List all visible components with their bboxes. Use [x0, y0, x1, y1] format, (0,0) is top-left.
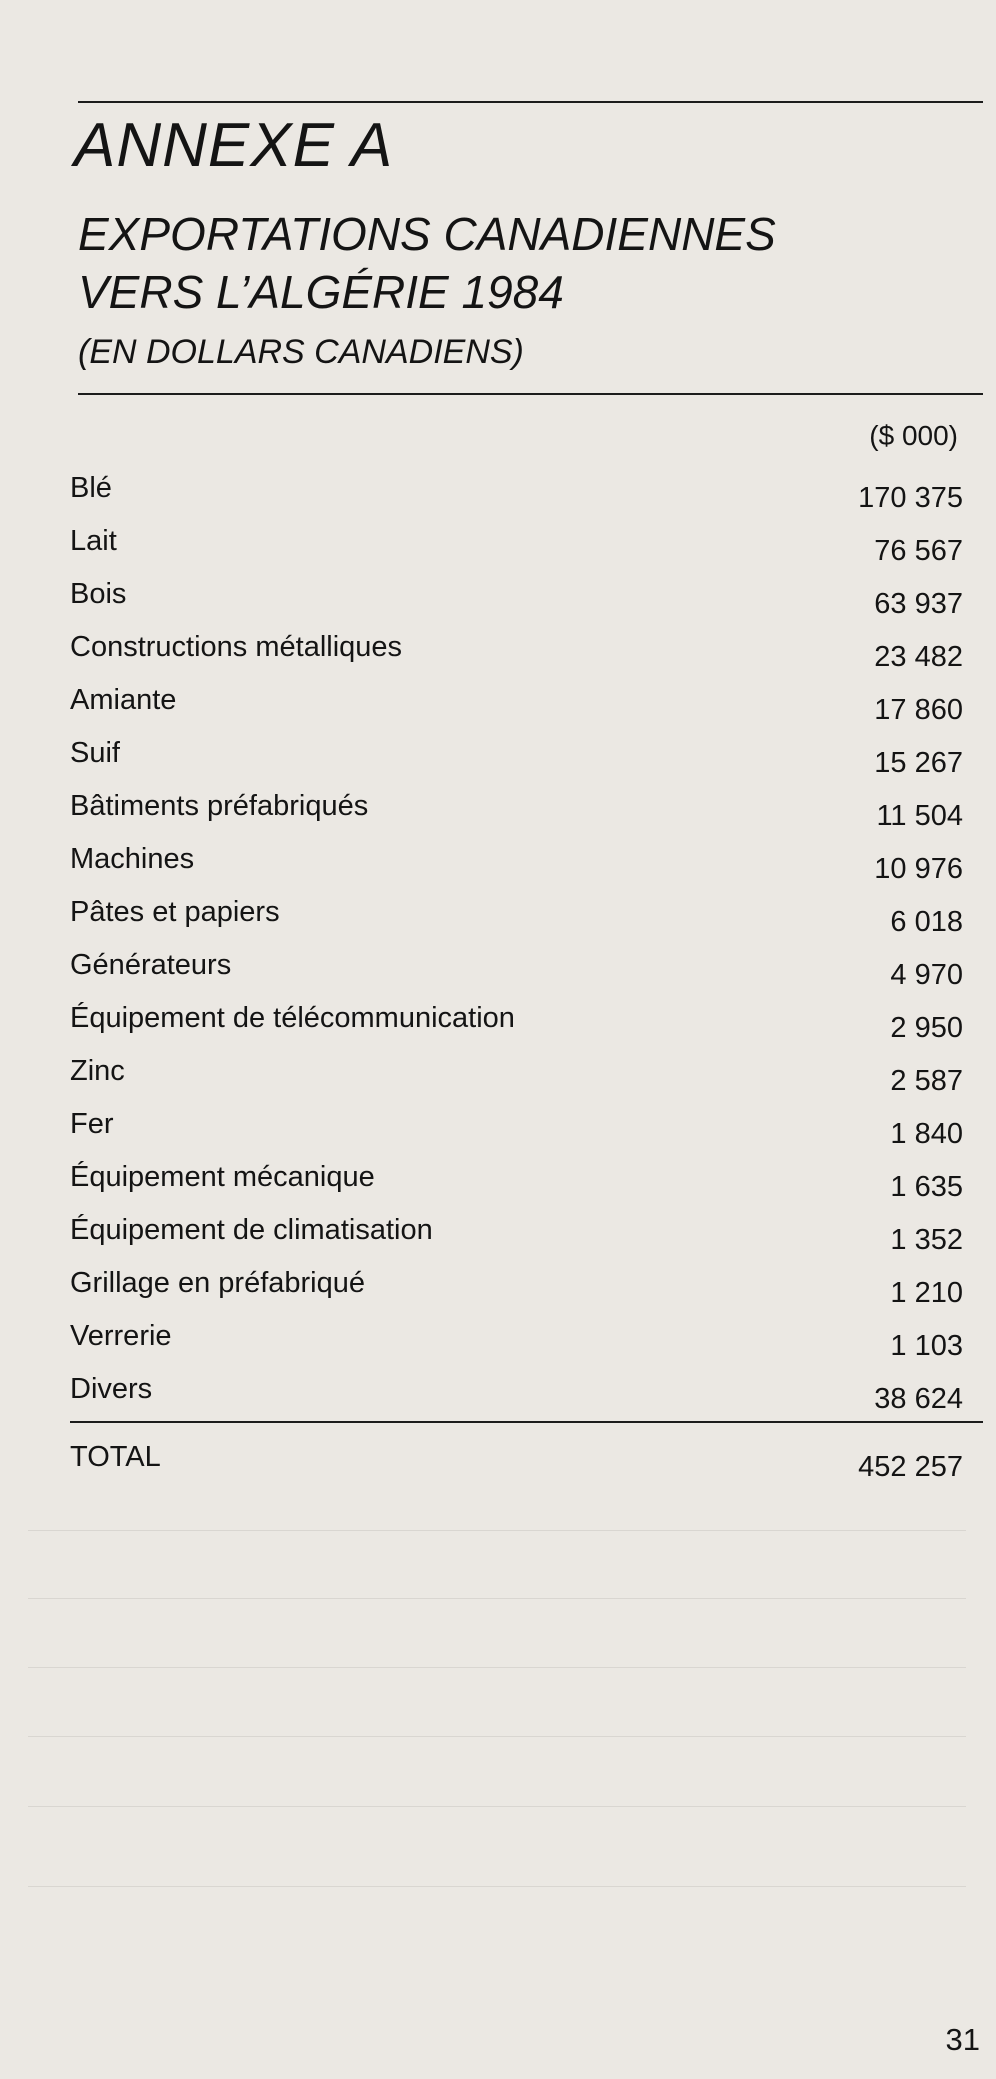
row-label: Zinc [70, 1055, 125, 1087]
row-label: Équipement de climatisation [70, 1214, 433, 1246]
row-value: 1 210 [890, 1277, 963, 1309]
row-label: Suif [70, 737, 120, 769]
row-label: Blé [70, 472, 112, 504]
currency-note: (EN DOLLARS CANADIENS) [78, 333, 524, 371]
row-label: Fer [70, 1108, 114, 1140]
row-label: Bâtiments préfabriqués [70, 790, 369, 822]
row-value: 1 352 [890, 1224, 963, 1256]
row-value: 1 103 [890, 1330, 963, 1362]
row-value: 4 970 [890, 959, 963, 991]
table-row [70, 1108, 963, 1148]
row-value: 170 375 [858, 482, 963, 514]
total-rule [70, 1421, 983, 1423]
row-label: Générateurs [70, 949, 232, 981]
table-row [70, 1267, 963, 1307]
row-value: 63 937 [874, 588, 963, 620]
unit-header: ($ 000) [869, 420, 958, 451]
table-row [70, 472, 963, 512]
row-label: Lait [70, 525, 117, 557]
table-row [70, 1214, 963, 1254]
row-value: 38 624 [874, 1383, 963, 1415]
row-label: Amiante [70, 684, 177, 716]
total-label: TOTAL [70, 1441, 161, 1473]
total-value: 452 257 [858, 1451, 963, 1483]
row-value: 15 267 [874, 747, 963, 779]
title-line-2: VERS L’ALGÉRIE 1984 [78, 266, 564, 318]
table-row [70, 1161, 963, 1201]
row-label: Verrerie [70, 1320, 172, 1352]
row-label: Constructions métalliques [70, 631, 403, 663]
title-line-1: EXPORTATIONS CANADIENNES [78, 208, 776, 260]
row-label: Équipement mécanique [70, 1161, 375, 1193]
row-label: Machines [70, 843, 195, 875]
table-row [70, 1320, 963, 1360]
table-row [70, 1373, 963, 1413]
table-row [70, 896, 963, 936]
table-row [70, 631, 963, 671]
row-value: 2 587 [890, 1065, 963, 1097]
row-label: Grillage en préfabriqué [70, 1267, 366, 1299]
row-value: 17 860 [874, 694, 963, 726]
table-row [70, 949, 963, 989]
row-label: Pâtes et papiers [70, 896, 280, 928]
row-value: 76 567 [874, 535, 963, 567]
table-row [70, 737, 963, 777]
row-value: 1 635 [890, 1171, 963, 1203]
table-row [70, 790, 963, 830]
page-number: 31 [945, 2022, 980, 2057]
row-value: 6 018 [890, 906, 963, 938]
table-row [70, 525, 963, 565]
table-row [70, 684, 963, 724]
total-row [70, 1441, 963, 1481]
row-value: 10 976 [874, 853, 963, 885]
row-value: 2 950 [890, 1012, 963, 1044]
table-row [70, 843, 963, 883]
row-label: Bois [70, 578, 127, 610]
table-row [70, 578, 963, 618]
row-value: 23 482 [874, 641, 963, 673]
row-value: 11 504 [876, 800, 963, 832]
table-row [70, 1002, 963, 1042]
row-value: 1 840 [890, 1118, 963, 1150]
row-label: Divers [70, 1373, 153, 1405]
table-row [70, 1055, 963, 1095]
row-label: Équipement de télécommunication [70, 1002, 515, 1034]
annexe-label: ANNEXE A [74, 111, 394, 180]
